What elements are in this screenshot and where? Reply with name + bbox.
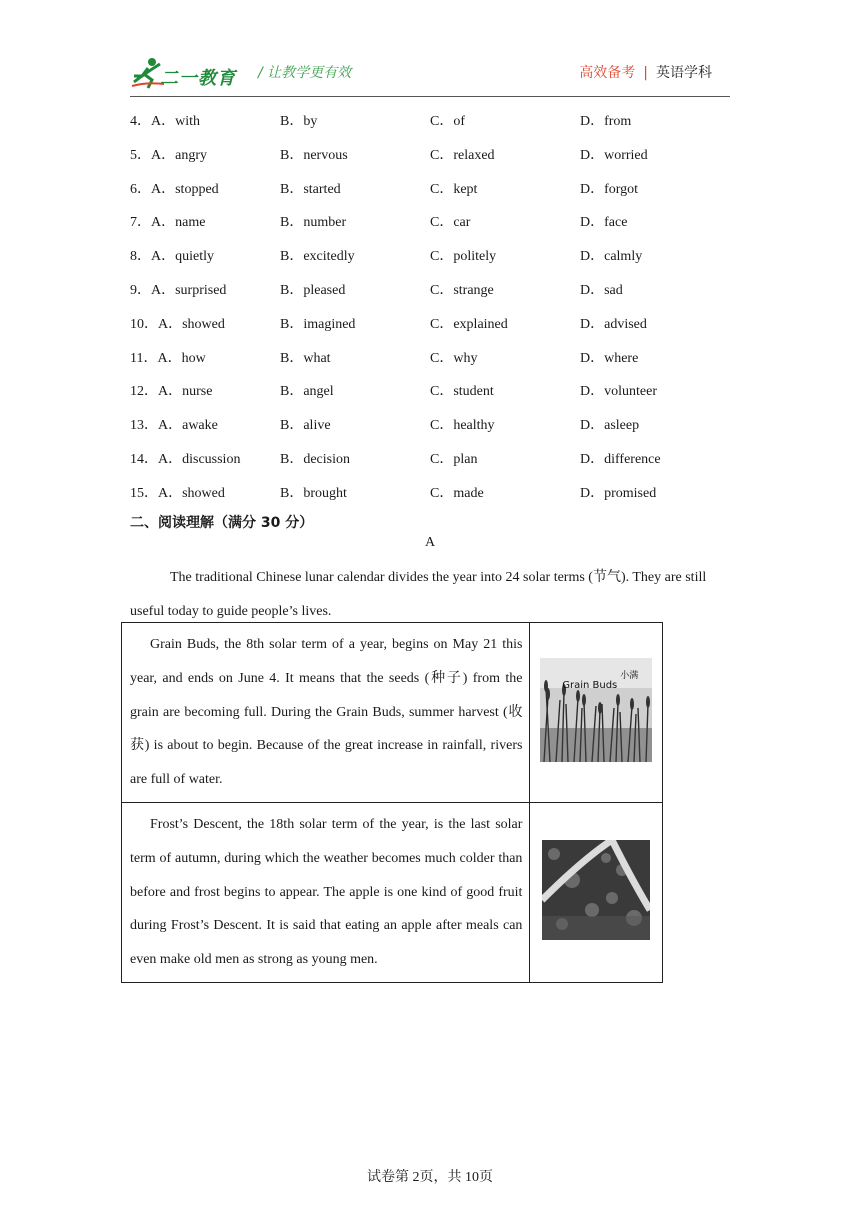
- section-title: 二、阅读理解（满分 30 分）: [130, 515, 314, 531]
- image-caption-en: Grain Buds: [562, 679, 618, 691]
- option-d: D．difference: [580, 451, 661, 467]
- option-row: [130, 416, 730, 450]
- option-row: [130, 247, 730, 281]
- option-d: D．advised: [580, 316, 647, 332]
- passage-label: A: [424, 535, 436, 550]
- option-c: C．explained: [430, 316, 508, 332]
- grain-buds-text: Grain Buds, the 8th solar term of a year, begins on May 21 this year, and ends on June 4. It means that the seeds (种子) from the grain are becoming full. During the Grain Buds, summer harvest (收获) is about to begin. Because of the great increase in rainfall, rivers are full of water.: [122, 623, 530, 803]
- option-b: B．excitedly: [280, 249, 355, 265]
- option-c: C．healthy: [430, 418, 495, 434]
- frost-leaf-icon: [542, 840, 650, 940]
- solar-terms-table: [121, 622, 663, 983]
- option-row: [130, 146, 730, 180]
- option-d: D．face: [580, 215, 628, 231]
- option-c: C．relaxed: [430, 147, 495, 163]
- option-a: 7．A．name: [130, 215, 206, 231]
- option-row: [130, 180, 730, 214]
- option-a: 8．A．quietly: [130, 249, 214, 265]
- option-c: C．why: [430, 350, 478, 366]
- options-list: [130, 112, 730, 518]
- option-a: 13．A．awake: [130, 418, 218, 434]
- option-c: C．politely: [430, 249, 497, 265]
- option-a: 6．A．stopped: [130, 181, 219, 197]
- option-a: 15．A．showed: [130, 485, 225, 501]
- option-row: [130, 281, 730, 315]
- option-d: D．worried: [580, 147, 648, 163]
- option-b: B．number: [280, 215, 347, 231]
- option-c: C．student: [430, 384, 494, 400]
- option-row: [130, 349, 730, 383]
- image-caption-cn: 小满: [620, 670, 639, 681]
- option-row: [130, 450, 730, 484]
- option-b: B．alive: [280, 418, 331, 434]
- option-b: B．angel: [280, 384, 334, 400]
- option-d: D．promised: [580, 485, 657, 501]
- option-a: 4．A．with: [130, 114, 200, 129]
- option-a: 9．A．surprised: [130, 282, 227, 298]
- option-a: 12．A．nurse: [130, 384, 213, 400]
- option-b: B．pleased: [280, 282, 346, 298]
- option-row: [130, 112, 730, 146]
- option-a: 14．A．discussion: [130, 451, 241, 467]
- subject-label: 英语学科: [656, 65, 712, 81]
- logo: [130, 56, 240, 90]
- option-d: D．sad: [580, 282, 623, 298]
- option-b: B．what: [280, 350, 331, 366]
- logo-text: 二一教育: [160, 68, 236, 89]
- option-b: B．by: [280, 114, 318, 129]
- option-d: D．forgot: [580, 181, 639, 197]
- option-b: B．started: [280, 181, 341, 197]
- option-row: [130, 315, 730, 349]
- option-c: C．of: [430, 114, 465, 129]
- option-d: D．from: [580, 114, 632, 129]
- grain-buds-image: [540, 658, 652, 762]
- page-header: [130, 56, 730, 96]
- header-separator: |: [643, 65, 648, 81]
- page-footer: 试卷第 2页，共 10页: [367, 1170, 493, 1185]
- table-row: [122, 802, 663, 982]
- option-c: C．strange: [430, 282, 494, 298]
- option-b: B．nervous: [280, 147, 348, 163]
- header-right: [579, 62, 712, 82]
- option-a: 5．A．angry: [130, 147, 207, 163]
- slogan: / 让教学更有效: [258, 65, 352, 81]
- option-row: [130, 213, 730, 247]
- frosts-descent-text: Frost’s Descent, the 18th solar term of the year, is the last solar term of autumn, during which the weather becomes much colder than before and frost begins to appear. The apple is one kind of good fruit during Frost’s Descent. It is said that eating an apple after meals can even make old men as strong as young men.: [122, 802, 530, 982]
- option-a: 11．A．how: [130, 350, 206, 366]
- frosts-descent-image: [542, 840, 650, 940]
- option-b: B．imagined: [280, 316, 356, 332]
- passage-intro: The traditional Chinese lunar calendar divides the year into 24 solar terms (节气). They are still useful today to guide people’s lives.: [130, 570, 707, 619]
- option-c: C．car: [430, 215, 471, 231]
- option-d: D．where: [580, 350, 639, 366]
- option-c: C．made: [430, 485, 484, 501]
- option-b: B．decision: [280, 451, 350, 467]
- option-d: D．volunteer: [580, 384, 657, 400]
- option-d: D．asleep: [580, 418, 640, 434]
- exam-label: 高效备考: [579, 65, 636, 81]
- option-c: C．plan: [430, 451, 478, 467]
- table-row: [122, 623, 663, 803]
- option-c: C．kept: [430, 181, 478, 197]
- option-row: [130, 382, 730, 416]
- option-b: B．brought: [280, 485, 347, 501]
- frosts-descent-image-cell: [530, 802, 663, 982]
- header-divider: [130, 96, 730, 97]
- grain-buds-image-cell: [530, 623, 663, 803]
- option-d: D．calmly: [580, 249, 643, 265]
- option-a: 10．A．showed: [130, 316, 225, 332]
